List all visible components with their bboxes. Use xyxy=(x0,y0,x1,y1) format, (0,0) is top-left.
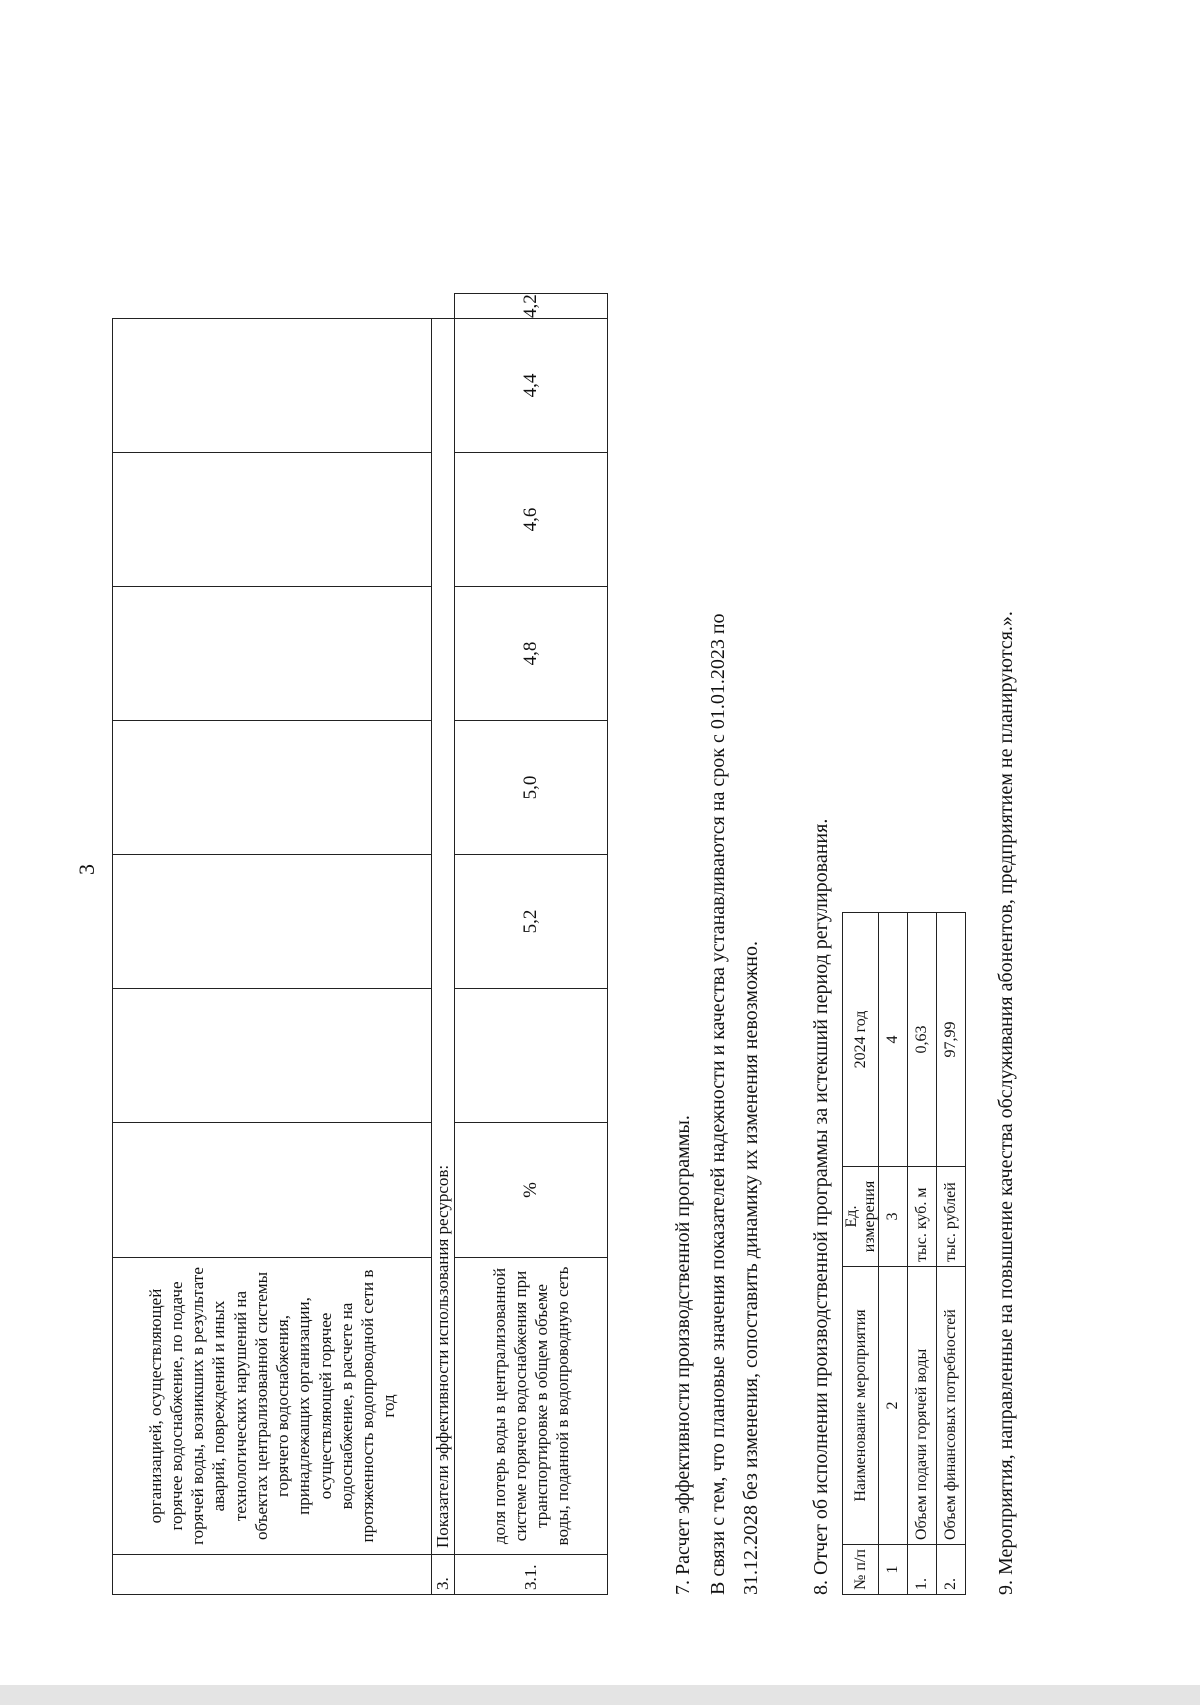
activity-name: Объем подачи горячей воды xyxy=(908,1267,937,1545)
table-header-row xyxy=(843,913,879,1595)
row-number: 2. xyxy=(937,1545,966,1595)
section-title: Показатели эффективности использования ресурсов: xyxy=(432,319,455,1555)
column-header: 2024 год xyxy=(843,913,879,1167)
bottom-strip xyxy=(0,1685,1200,1705)
table-row xyxy=(455,294,608,1595)
column-number: 4 xyxy=(879,913,908,1167)
section7-heading: 7. Расчет эффективности производственной программы. xyxy=(672,1115,694,1595)
indicator-description: организацией, осуществляющей горячее водоснабжение, по подаче горячей воды, возникших в результате аварий, повреждений и иных технологических нарушений на объектах централизованной системы горячего водоснабжения, принадлежащих организации, осуществляющей горячее водоснабжение, в расчете на протяженность водопроводной сети в год xyxy=(113,1258,432,1555)
section7-text-line1: В связи с тем, что плановые значения показателей надежности и качества устанавливаются на срок с 01.01.2023 по xyxy=(707,613,729,1595)
report-table xyxy=(842,912,966,1595)
column-number: 3 xyxy=(879,1167,908,1267)
page-number: 3 xyxy=(74,864,99,875)
activity-unit: тыс. куб. м xyxy=(908,1167,937,1267)
value-cell xyxy=(455,989,608,1123)
section-row xyxy=(432,294,455,1595)
indicators-table xyxy=(112,293,608,1595)
activity-unit: тыс. рублей xyxy=(937,1167,966,1267)
column-number-row xyxy=(879,913,908,1595)
indicator-unit: % xyxy=(455,1123,608,1258)
value-cell xyxy=(113,989,432,1123)
value-cell xyxy=(113,453,432,587)
value-cell xyxy=(113,587,432,721)
column-header: Ед. измерения xyxy=(843,1167,879,1267)
section-number: 3. xyxy=(432,1555,455,1595)
value-cell: 5,0 xyxy=(455,721,608,855)
value-cell xyxy=(113,721,432,855)
indicator-unit xyxy=(113,1123,432,1258)
column-number: 2 xyxy=(879,1267,908,1545)
column-header: Наименование мероприятия xyxy=(843,1267,879,1545)
value-cell: 4,6 xyxy=(455,453,608,587)
section9-text: 9. Мероприятия, направленные на повышение качества обслуживания абонентов, предприятием не планируются.». xyxy=(995,611,1017,1595)
value-cell xyxy=(113,855,432,989)
section7-text-line2: 31.12.2028 без изменения, сопоставить динамику их изменения невозможно. xyxy=(740,941,762,1595)
table-row xyxy=(908,913,937,1595)
indicator-description: доля потерь воды в централизованной системе горячего водоснабжения при транспортировке в общем объеме воды, поданной в водопроводную сеть xyxy=(455,1258,608,1555)
table-row xyxy=(937,913,966,1595)
row-number: 3.1. xyxy=(455,1555,608,1595)
column-header: № п/п xyxy=(843,1545,879,1595)
value-cell: 5,2 xyxy=(455,855,608,989)
table-row xyxy=(113,294,432,1595)
activity-name: Объем финансовых потребностей xyxy=(937,1267,966,1545)
value-cell xyxy=(113,319,432,453)
value-cell: 4,8 xyxy=(455,587,608,721)
column-number: 1 xyxy=(879,1545,908,1595)
value-cell: 4,4 xyxy=(455,319,608,453)
activity-value: 0,63 xyxy=(908,913,937,1167)
row-number xyxy=(113,1555,432,1595)
section8-heading: 8. Отчет об исполнении производственной программы за истекший период регулирования. xyxy=(810,818,832,1595)
row-number: 1. xyxy=(908,1545,937,1595)
value-cell: 4,2 xyxy=(455,294,608,319)
activity-value: 97,99 xyxy=(937,913,966,1167)
